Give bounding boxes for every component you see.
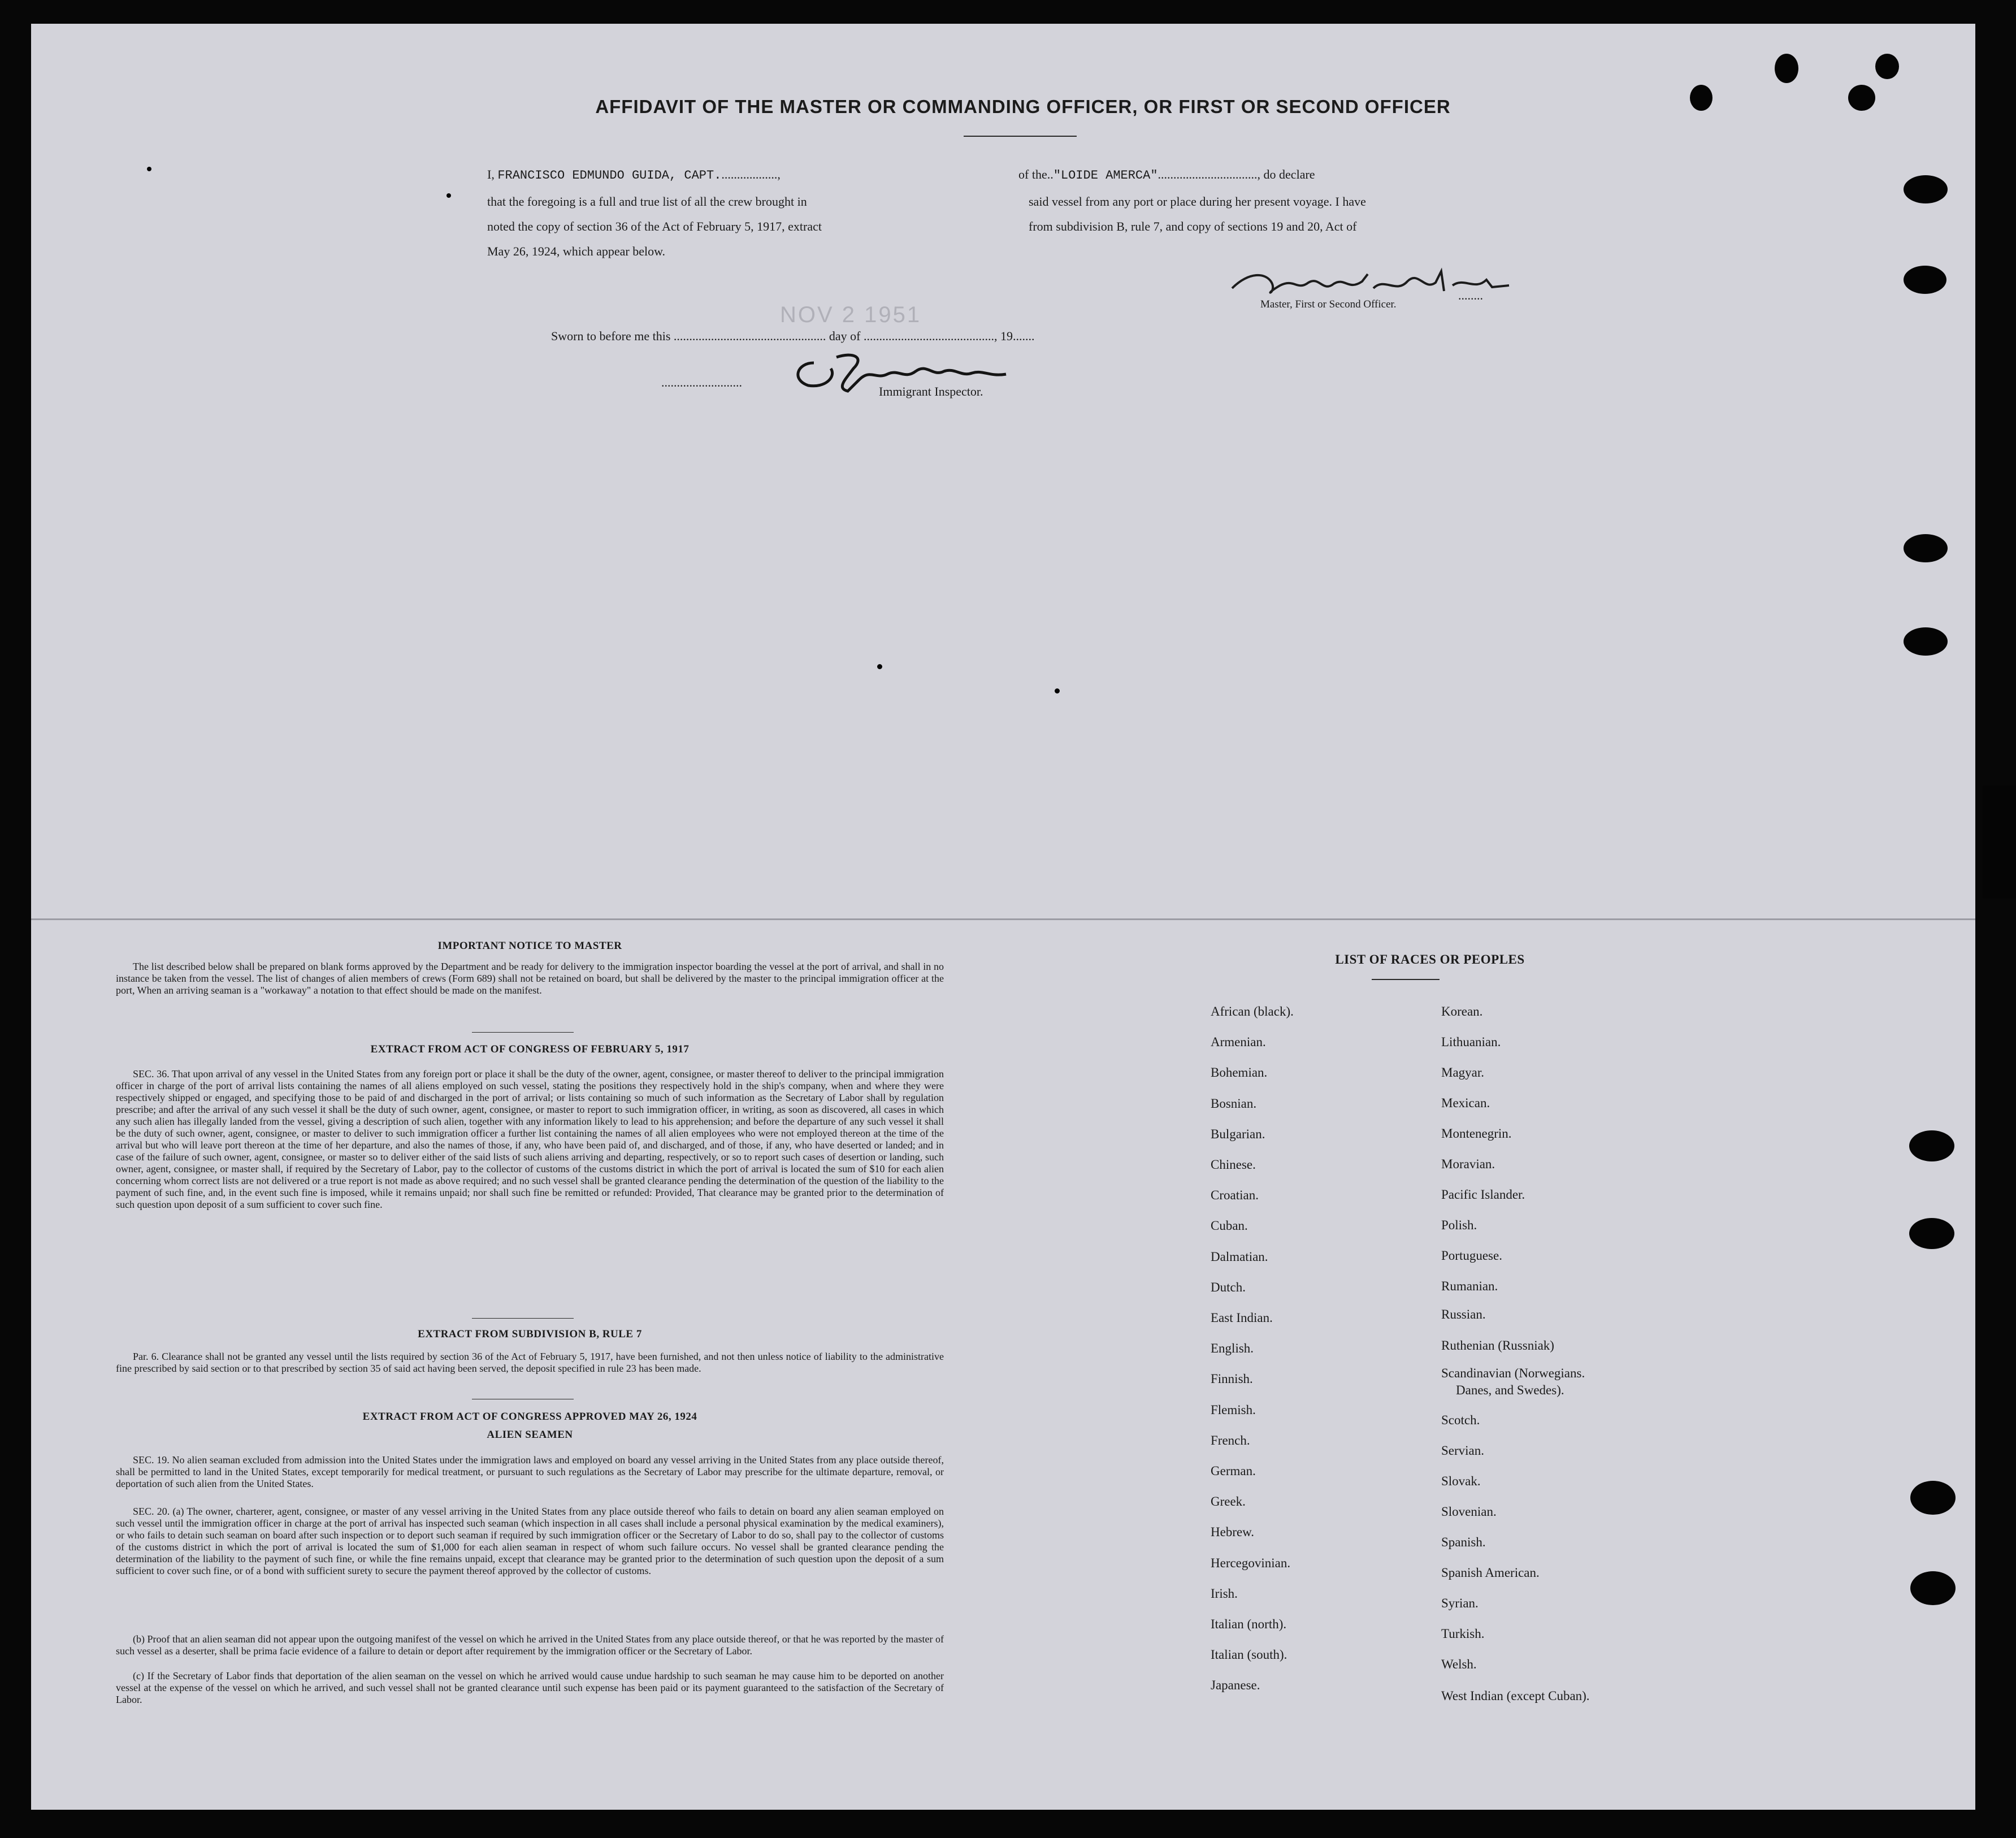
- extract3-heading: EXTRACT FROM ACT OF CONGRESS APPROVED MAY 26, 1924: [362, 1411, 697, 1423]
- day-of-label: day of: [829, 329, 861, 343]
- extract1-body: SEC. 36. That upon arrival of any vessel in the United States from any foreign port or place it shall be the duty of the owner, agent, consignee, or master thereof to deliver to the principal immigration officer in charge of the port of arrival lists containing the names of all aliens employed on such vessel, stating the positions they respectively hold in the ship's company, when and where they were respectively shipped or engaged, and specifying those to be paid of and discharged in the port of arrival; or lists containing so much of such information as the Secretary of Labor shall by regulation prescribe; and after the arrival of any such vessel it shall be the duty of such owner, agent, consignee, or master to report to such immigration officer, in writing, as soon as discovered, all cases in which any such alien has illegally landed from the vessel, giving a description of such alien, together with any information likely to lead to his apprehension; and before the departure of any such vessel it shall be the duty of such owner, agent, consignee, or master to deliver to such immigration officer a further list containing the names of all alien employees who were not employed thereon at the time of the arrival but who will leave port thereon at the time of her departure, and also the names of those, if any, who have been paid of, and discharged, and of those, if any, who have deserted or landed; and in case of the failure of such owner, agent, consignee, or master so to deliver either of the said lists of such aliens arriving and departing, respectively, or so to report such cases of desertion or landing, such owner, agent, consignee, or master shall, if required by the Secretary of Labor, pay to the collector of customs of the customs district in which the port of arrival is located the sum of $10 for each alien concerning whom correct lists are not delivered or a true report is not made as above required; and no such vessel shall be granted clearance pending the determination of the question of the liability to the payment of such fine, and, in the event such fine is imposed, while it remains unpaid; nor shall such fine be remitted or refunded: Provided, That clearance may be granted prior to the determination of such question upon deposit of a sum sufficient to cover such fine.: [116, 1068, 944, 1210]
- race-item: Italian (north).: [1211, 1617, 1287, 1631]
- race-item: Danes, and Swedes).: [1456, 1383, 1564, 1397]
- race-item: Turkish.: [1441, 1627, 1485, 1641]
- punch-hole: [1983, 786, 2016, 899]
- ink-dot: [877, 664, 882, 669]
- race-item: Croatian.: [1211, 1188, 1259, 1203]
- race-item: Hercegovinian.: [1211, 1555, 1291, 1570]
- notice-divider: [472, 1032, 574, 1033]
- affidavit-line-2-right: said vessel from any port or place during her present voyage. I have: [1029, 194, 1366, 209]
- race-item: Bosnian.: [1211, 1096, 1257, 1111]
- sec20c-body: (c) If the Secretary of Labor finds that deportation of the alien seaman on the vessel on which he arrived would cause undue hardship to such seaman he may cause him to be deported on another vessel at the expense of the vessel on which he arrived, and such vessel shall not be granted clearance until such expense has been paid or its payment guaranteed to the satisfaction of the Secretary of Labor.: [116, 1670, 944, 1705]
- affidavit-line-1-right: of the.."LOIDE AMERCA"................................, do declare: [1018, 167, 1315, 183]
- race-item: French.: [1211, 1433, 1250, 1447]
- races-title: LIST OF RACES OR PEOPLES: [1335, 952, 1525, 966]
- race-item: Finnish.: [1211, 1372, 1253, 1386]
- race-item: Irish.: [1211, 1586, 1238, 1601]
- race-item: Pacific Islander.: [1441, 1187, 1525, 1202]
- extract3-subheading: ALIEN SEAMEN: [487, 1429, 573, 1441]
- vessel-name: "LOIDE AMERCA": [1053, 168, 1158, 183]
- race-item: Bulgarian.: [1211, 1126, 1265, 1141]
- affidavit-line-1: I, FRANCISCO EDMUNDO GUIDA, CAPT...................,: [487, 167, 781, 183]
- master-name: FRANCISCO EDMUNDO GUIDA, CAPT.: [497, 168, 722, 183]
- sworn-label: Sworn to before me this: [551, 329, 671, 343]
- race-item: Scotch.: [1441, 1413, 1480, 1427]
- race-item: Welsh.: [1441, 1657, 1477, 1671]
- race-item: Moravian.: [1441, 1157, 1495, 1171]
- sec20a-body: SEC. 20. (a) The owner, charterer, agent, consignee, or master of any vessel arriving in the United States from any place outside thereof who fails to detain on board any alien seaman employed on such vessel until the immigration officer in charge at the port of arrival has inspected such seaman (which inspection in all cases shall include a personal physical examination by the medical examiners), or who fails to detain such seaman on board after such inspection or to deport such seaman if required by such immigration officer or the Secretary of Labor to do so, shall pay to the collector of customs of the customs district in which the port of arrival is located the sum of $1,000 for each alien seaman in respect of whom such failure occurs. No vessel shall be granted clearance pending the determination of the liability to the payment of such fine, or while the fine remains unpaid, except that clearance may be granted prior to the determination of such question upon the deposit of a sum sufficient to cover such fine, or of a bond with sufficient surety to secure the payment thereof approved by the collector of customs.: [116, 1506, 944, 1576]
- punch-hole: [1904, 627, 1948, 656]
- race-item: Dutch.: [1211, 1280, 1246, 1294]
- punch-hole: [1909, 1218, 1954, 1249]
- race-item: Lithuanian.: [1441, 1035, 1501, 1049]
- race-item: Polish.: [1441, 1218, 1477, 1232]
- punch-hole: [1910, 1571, 1956, 1605]
- race-item: Mexican.: [1441, 1096, 1490, 1110]
- punch-hole: [1848, 85, 1875, 111]
- inspector-signature-dots: ..........................: [661, 375, 742, 389]
- year-prefix: , 19: [994, 329, 1013, 343]
- race-item: Portuguese.: [1441, 1249, 1502, 1263]
- race-item: Scandinavian (Norwegians.: [1441, 1366, 1585, 1380]
- notice-heading: IMPORTANT NOTICE TO MASTER: [437, 940, 622, 952]
- race-item: Korean.: [1441, 1004, 1483, 1018]
- affidavit-line-4: May 26, 1924, which appear below.: [487, 244, 666, 258]
- i-prefix: I,: [487, 167, 495, 181]
- extract2-heading: EXTRACT FROM SUBDIVISION B, RULE 7: [418, 1328, 642, 1340]
- title-underline: [964, 136, 1077, 137]
- race-item: Ruthenian (Russniak): [1441, 1338, 1554, 1353]
- race-item: Bohemian.: [1211, 1065, 1268, 1080]
- races-title-underline: [1372, 979, 1440, 980]
- affidavit-line-3-right: from subdivision B, rule 7, and copy of sections 19 and 20, Act of: [1029, 219, 1357, 233]
- punch-hole: [1875, 54, 1899, 79]
- affidavit-line-2-left: that the foregoing is a full and true list of all the crew brought in: [487, 194, 807, 209]
- ink-dot: [446, 193, 451, 198]
- ink-dot: [147, 167, 151, 171]
- extract2-body: Par. 6. Clearance shall not be granted any vessel until the lists required by section 36 of the Act of February 5, 1917, have been furnished, and not then unless notice of liability to the administrative fine prescribed by said section or to that prescribed by section 35 of said act having been served, the deposit specified in rule 23 has been made.: [116, 1351, 944, 1374]
- extract1-divider: [472, 1318, 574, 1319]
- race-item: Montenegrin.: [1441, 1126, 1512, 1141]
- race-item: Slovenian.: [1441, 1505, 1497, 1519]
- of-the-label: of the: [1018, 167, 1047, 181]
- ink-dot: [1055, 688, 1060, 693]
- race-item: German.: [1211, 1464, 1256, 1478]
- punch-hole: [1904, 266, 1946, 294]
- affidavit-title: AFFIDAVIT OF THE MASTER OR COMMANDING OFFICER, OR FIRST OR SECOND OFFICER: [595, 96, 1451, 117]
- punch-hole: [1904, 534, 1948, 562]
- race-item: Hebrew.: [1211, 1525, 1255, 1540]
- race-item: English.: [1211, 1341, 1254, 1356]
- race-item: Japanese.: [1211, 1678, 1260, 1693]
- sec19-body: SEC. 19. No alien seaman excluded from admission into the United States under the immigration laws and employed on board any vessel arriving in the United States from any place outside thereof, shall be permitted to land in the United States, except temporarily for medical treatment, or pursuant to such regulations as the Secretary of Labor may prescribe for the ultimate departure, removal, or deportation of such alien from the United States.: [116, 1454, 944, 1489]
- notice-body: The list described below shall be prepared on blank forms approved by the Department and be ready for delivery to the immigration inspector boarding the vessel at the port of arrival, and shall in no instance be taken from the vessel. The list of changes of alien members of crews (Form 689) shall not be retained on board, but shall be delivered by the master to the principal immigration officer at the port, When an arriving seaman is a "workaway" a notation to that effect should be made on the manifest.: [116, 961, 944, 996]
- sec20b-body: (b) Proof that an alien seaman did not appear upon the outgoing manifest of the vessel on which he arrived in the United States from any place outside thereof, or that he was reported by the master of such vessel as a deserter, shall be prima facie evidence of a failure to detain or deport after requirement by the immigration officer or the Secretary of Labor.: [116, 1633, 944, 1657]
- race-item: Magyar.: [1441, 1065, 1485, 1080]
- punch-hole: [1690, 85, 1712, 111]
- date-stamp: NOV 2 1951: [780, 302, 922, 327]
- punch-hole: [1909, 1130, 1954, 1161]
- race-item: Russian.: [1441, 1307, 1486, 1321]
- race-item: African (black).: [1211, 1004, 1294, 1018]
- race-item: Syrian.: [1441, 1596, 1479, 1610]
- race-item: Flemish.: [1211, 1402, 1256, 1417]
- page-fold-line: [31, 918, 1975, 920]
- inspector-caption: Immigrant Inspector.: [879, 384, 983, 398]
- race-item: Spanish.: [1441, 1535, 1486, 1549]
- race-item: Slovak.: [1441, 1474, 1481, 1488]
- race-item: Dalmatian.: [1211, 1249, 1268, 1264]
- punch-hole: [1904, 175, 1948, 203]
- race-item: Armenian.: [1211, 1035, 1266, 1050]
- race-item: West Indian (except Cuban).: [1441, 1689, 1590, 1703]
- punch-hole: [1775, 54, 1798, 83]
- affidavit-line-3-left: noted the copy of section 36 of the Act of February 5, 1917, extract: [487, 219, 822, 233]
- do-declare-label: , do declare: [1257, 167, 1315, 181]
- master-signature-dots: ........: [1458, 288, 1483, 302]
- sworn-line: Sworn to before me this ................................................. day of .........................................., 19.......: [551, 329, 1035, 343]
- race-item: Spanish American.: [1441, 1566, 1540, 1580]
- race-item: Greek.: [1211, 1494, 1246, 1509]
- race-item: Chinese.: [1211, 1158, 1256, 1172]
- punch-hole: [1910, 1481, 1956, 1515]
- race-item: Servian.: [1441, 1443, 1485, 1458]
- race-item: Cuban.: [1211, 1219, 1248, 1233]
- master-caption: Master, First or Second Officer.: [1260, 298, 1397, 310]
- race-item: Rumanian.: [1441, 1279, 1498, 1293]
- race-item: East Indian.: [1211, 1311, 1273, 1325]
- race-item: Italian (south).: [1211, 1648, 1287, 1662]
- extract1-heading: EXTRACT FROM ACT OF CONGRESS OF FEBRUARY 5, 1917: [370, 1043, 690, 1055]
